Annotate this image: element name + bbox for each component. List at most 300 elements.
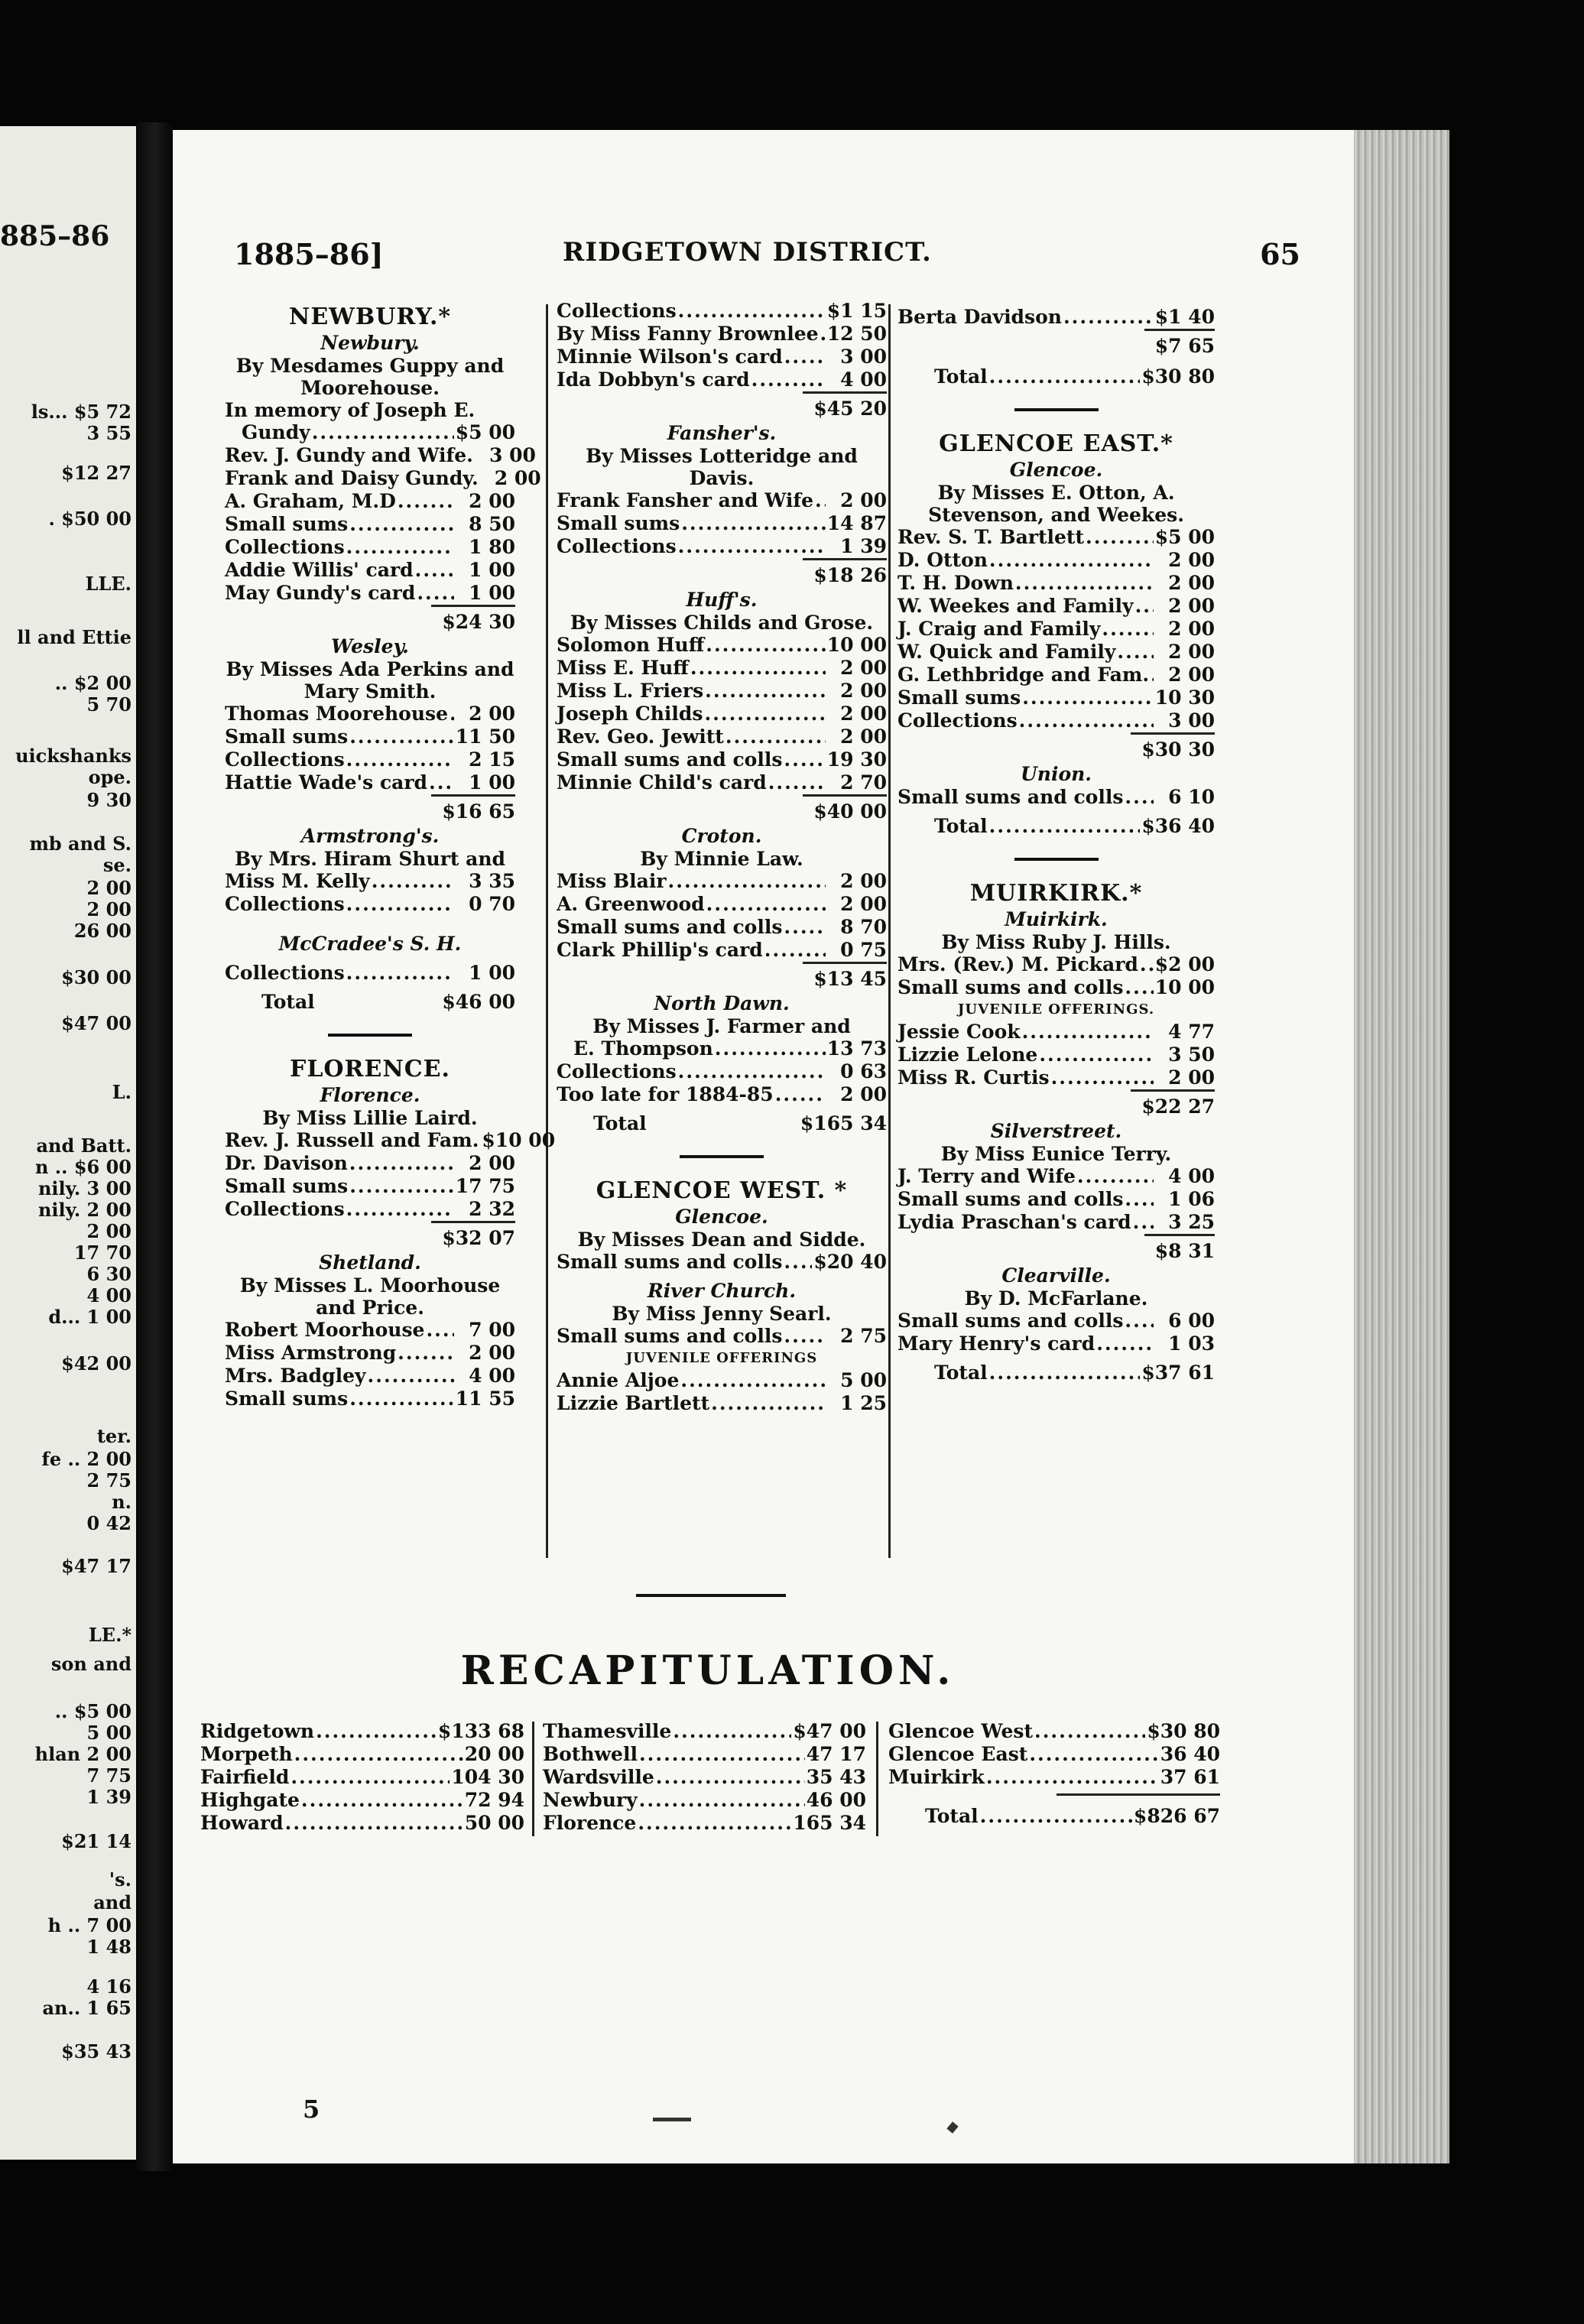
entry-amount: 1 03 — [1168, 1332, 1215, 1355]
left-page-line: L. — [112, 1081, 131, 1103]
left-page-line: 4 00 — [86, 1284, 131, 1306]
entry-amount: 11 55 — [455, 1388, 515, 1410]
entry-list — [225, 421, 541, 605]
leader-dots — [312, 421, 454, 444]
entry-amount: 3 50 — [1168, 1044, 1215, 1066]
leader-dots — [784, 1251, 812, 1274]
entry-label: Small sums and colls — [557, 748, 783, 771]
column-1 — [225, 300, 556, 1410]
total-row: Total ..... $30 80 — [897, 365, 1215, 388]
page-edge — [1354, 130, 1449, 2163]
ledger-row — [225, 1198, 515, 1221]
entry-label: Collections — [557, 1060, 677, 1082]
leader-dots — [372, 870, 454, 893]
entry-amount: 6 10 — [1168, 786, 1215, 808]
entry-list — [897, 306, 1215, 329]
entry-label: Jessie Cook — [897, 1021, 1021, 1043]
leader-dots — [1086, 526, 1154, 549]
recap-rule-2 — [876, 1722, 878, 1836]
entry-label: J. Terry and Wife — [897, 1165, 1076, 1187]
recapitulation-title: RECAPITULATION. — [460, 1647, 956, 1694]
total-row: Total $165 34 — [593, 1112, 887, 1134]
juvenile-offerings-heading: JUVENILE OFFERINGS. — [957, 1001, 1155, 1018]
entry-list — [225, 703, 515, 794]
leader-dots — [639, 1789, 805, 1812]
entry-label: Mrs. Badgley — [225, 1365, 366, 1387]
column-3 — [897, 300, 1215, 1384]
entry-label: T. H. Down — [897, 572, 1014, 594]
entry-amount: 19 30 — [826, 748, 887, 771]
collector-line: By Miss Ruby J. Hills. — [941, 931, 1171, 953]
entry-list — [225, 1129, 556, 1221]
ledger-row — [225, 513, 515, 536]
ledger-row — [557, 512, 887, 535]
collector-line: By Miss Jenny Searl. — [612, 1303, 832, 1325]
entry-amount: 3 00 — [489, 444, 536, 466]
leader-dots — [1135, 595, 1154, 618]
left-page-line: 5 70 — [86, 693, 131, 716]
subsection-clearville: Clearville. — [1001, 1264, 1111, 1287]
entry-label: Wardsville — [543, 1766, 654, 1788]
ledger-row — [888, 1766, 1220, 1789]
entry-label: A. Greenwood — [557, 893, 705, 915]
ledger-row — [557, 748, 887, 771]
entry-amount: 1 25 — [840, 1392, 887, 1414]
column-2 — [557, 300, 887, 1415]
leader-dots — [704, 703, 826, 725]
ledger-row — [225, 1365, 515, 1388]
leader-dots — [426, 1319, 454, 1342]
entry-label: Rev. Geo. Jewitt — [557, 725, 724, 748]
leader-dots — [639, 1743, 805, 1766]
ledger-row — [225, 1388, 515, 1410]
leader-dots — [1117, 641, 1154, 664]
left-page-line: and Batt. — [36, 1134, 131, 1157]
left-page-line: $47 00 — [61, 1012, 131, 1034]
page — [173, 130, 1354, 2163]
entry-amount: 4 00 — [1168, 1165, 1215, 1187]
entry-amount: 104 30 — [451, 1766, 524, 1788]
entry-amount: 0 63 — [840, 1060, 887, 1082]
section-title-glencoe-west: GLENCOE WEST. * — [596, 1177, 848, 1204]
ledger-row — [897, 595, 1215, 618]
leader-dots — [678, 300, 826, 323]
book-gutter — [136, 122, 173, 2171]
entry-label: Glencoe West — [888, 1720, 1034, 1742]
leader-dots — [346, 1198, 454, 1221]
left-page-line: nily. 3 00 — [37, 1177, 131, 1199]
entry-list — [557, 1325, 887, 1348]
ledger-row — [225, 559, 515, 582]
recap-rule — [636, 1594, 786, 1597]
ledger-row — [897, 641, 1215, 664]
entry-label: W. Quick and Family — [897, 641, 1116, 663]
entry-label: Small sums — [225, 513, 349, 535]
entry-label: Howard — [200, 1812, 284, 1834]
entry-label: Thomas Moorehouse — [225, 703, 448, 725]
entry-amount: 2 00 — [1168, 595, 1215, 617]
entry-label: Small sums and colls — [557, 1251, 783, 1273]
ledger-row — [543, 1766, 866, 1789]
left-page-line: fe .. 2 00 — [41, 1448, 131, 1470]
leader-dots — [681, 512, 826, 535]
ledger-row — [897, 572, 1215, 595]
entry-amount: 2 00 — [1168, 618, 1215, 640]
entry-amount: 165 34 — [793, 1812, 866, 1834]
entry-label: Mary Henry's card — [897, 1332, 1095, 1355]
entry-label: Ridgetown — [200, 1720, 315, 1742]
entry-amount: $5 00 — [455, 421, 515, 443]
leader-dots — [346, 893, 454, 916]
entry-list — [557, 489, 887, 558]
leader-dots — [1125, 976, 1153, 999]
entry-amount: 47 17 — [806, 1743, 866, 1765]
entry-label: Collections — [557, 535, 677, 557]
ledger-row — [225, 582, 515, 605]
leader-dots — [1125, 1310, 1154, 1332]
subsection-shetland: Shetland. — [319, 1251, 421, 1274]
ledger-row — [557, 1251, 887, 1274]
entry-amount: 2 15 — [469, 748, 515, 771]
entry-label: Bothwell — [543, 1743, 638, 1765]
ledger-row — [543, 1812, 866, 1835]
entry-amount: 2 00 — [469, 490, 515, 512]
left-page-line: hlan 2 00 — [34, 1743, 131, 1765]
collector-line: By D. McFarlane. — [964, 1287, 1148, 1310]
ledger-row — [557, 657, 887, 680]
subsection-wesley: Wesley. — [331, 635, 409, 657]
entry-label: Collections — [225, 1198, 345, 1220]
left-page-line: 3 55 — [86, 422, 131, 444]
entry-amount: 2 00 — [840, 680, 887, 702]
entry-amount: 10 30 — [1154, 686, 1215, 709]
entry-label: Small sums and colls — [897, 786, 1124, 808]
subsection-huffs: Huff's. — [686, 589, 758, 611]
entry-label: Berta Davidson — [897, 306, 1062, 328]
left-page-line: 2 75 — [86, 1469, 131, 1491]
entry-amount: 37 61 — [1160, 1766, 1220, 1788]
entry-amount: 2 00 — [1168, 572, 1215, 594]
ledger-row — [557, 634, 887, 657]
entry-amount: 20 00 — [464, 1743, 524, 1765]
subsection-florence: Florence. — [320, 1084, 420, 1106]
leader-dots — [349, 1388, 454, 1410]
left-page-line: $35 43 — [61, 2040, 131, 2063]
leader-dots — [656, 1766, 805, 1789]
subtotal: $7 65 — [897, 329, 1215, 359]
left-page-line: 7 75 — [86, 1764, 131, 1787]
collector-line: By Misses Childs and Grose. — [570, 612, 874, 634]
entry-label: Frank and Daisy Gundy. — [225, 467, 479, 489]
entry-label: Annie Aljoe — [557, 1369, 680, 1391]
leader-dots — [638, 1812, 791, 1835]
entry-label: Joseph Childs — [557, 703, 703, 725]
subsection-mccradee: McCradee's S. H. — [278, 933, 462, 955]
entry-amount: 1 39 — [840, 535, 887, 557]
subsection-fansher: Fansher's. — [667, 422, 777, 444]
section-separator — [328, 1034, 412, 1037]
ledger-row — [897, 686, 1215, 709]
ledger-row — [897, 526, 1215, 549]
ledger-row — [888, 1720, 1220, 1743]
entry-amount: 2 00 — [840, 657, 887, 679]
leader-dots — [690, 657, 826, 680]
entry-label: W. Weekes and Family — [897, 595, 1134, 617]
leader-dots — [1125, 786, 1154, 809]
leader-dots — [349, 1152, 454, 1175]
recap-rule-1 — [532, 1722, 534, 1836]
entry-amount: 10 00 — [1154, 976, 1215, 998]
leader-dots — [1015, 572, 1154, 595]
recap-column-3 — [888, 1720, 1220, 1828]
ledger-row — [557, 1325, 887, 1348]
ledger-row — [200, 1720, 524, 1743]
leader-dots — [725, 725, 826, 748]
ledger-row — [557, 703, 887, 725]
entry-amount: 36 40 — [1160, 1743, 1220, 1765]
ledger-row — [557, 725, 887, 748]
entry-label: May Gundy's card — [225, 582, 416, 604]
ledger-row — [897, 306, 1215, 329]
entry-label: Small sums and colls — [897, 976, 1124, 998]
entry-list — [557, 1369, 887, 1415]
leader-dots — [784, 346, 826, 368]
entry-amount: 2 00 — [469, 703, 515, 725]
entry-amount: $5 00 — [1154, 526, 1215, 548]
leader-dots — [429, 771, 454, 794]
section-separator — [1014, 858, 1099, 861]
entry-amount: 1 00 — [469, 582, 515, 604]
total-row: Total ..... $36 40 — [897, 815, 1215, 838]
entry-label: Rev. S. T. Bartlett — [897, 526, 1085, 548]
leader-dots — [1019, 709, 1154, 732]
leader-dots — [368, 1365, 454, 1388]
entry-label: Small sums — [225, 1175, 349, 1197]
entry-amount: 2 00 — [1168, 1066, 1215, 1089]
entry-amount: 2 00 — [469, 1342, 515, 1364]
subsection-newbury: Newbury. — [320, 332, 420, 354]
entry-amount: 0 70 — [469, 893, 515, 915]
header-district: RIDGETOWN DISTRICT. — [563, 237, 932, 268]
ledger-row — [225, 490, 515, 513]
ledger-row — [225, 1129, 556, 1152]
section-separator — [1014, 408, 1099, 411]
entry-label: D. Otton — [897, 549, 988, 571]
subtotal: $24 30 — [225, 605, 515, 635]
entry-label: Small sums and colls — [557, 916, 783, 938]
leader-dots — [784, 748, 825, 771]
leader-dots — [820, 323, 826, 346]
leader-dots — [784, 916, 826, 939]
entry-amount: 5 00 — [840, 1369, 887, 1391]
leader-dots — [706, 893, 826, 916]
entry-label: Small sums — [557, 512, 680, 534]
left-page-line: $42 00 — [61, 1352, 131, 1375]
entry-label: Minnie Child's card — [557, 771, 767, 794]
entry-amount: 50 00 — [464, 1812, 524, 1834]
section-title-glencoe-east: GLENCOE EAST.* — [939, 430, 1173, 457]
entry-amount: 12 50 — [826, 323, 887, 345]
entry-label: Hattie Wade's card — [225, 771, 428, 794]
subtotal: $22 27 — [897, 1089, 1215, 1120]
subtotal: $13 45 — [557, 962, 887, 992]
ledger-row — [225, 962, 515, 985]
left-page-line: ope. — [88, 766, 131, 788]
entry-amount: 1 00 — [469, 962, 515, 984]
entry-label: Lizzie Bartlett — [557, 1392, 710, 1414]
collector-line: By Misses Lotteridge and Davis. — [586, 445, 858, 489]
leader-dots — [986, 1766, 1159, 1789]
entry-list — [225, 870, 515, 916]
collector-line: By Misses E. Otton, A. Stevenson, and Weekes. — [928, 482, 1184, 526]
leader-dots — [1063, 306, 1154, 329]
leader-dots — [349, 1175, 454, 1198]
subsection-armstrong: Armstrong's. — [300, 825, 440, 847]
subtotal: $18 26 — [557, 558, 887, 589]
left-page-line: ter. — [96, 1425, 131, 1447]
left-page-line: and — [93, 1891, 131, 1913]
entry-list — [897, 953, 1215, 999]
entry-label: Gundy — [242, 421, 310, 443]
ledger-row — [897, 1310, 1215, 1332]
entry-label: Muirkirk — [888, 1766, 985, 1788]
ledger-row — [225, 536, 515, 559]
left-page-line: 885–86 — [0, 220, 110, 252]
ledger-row — [543, 1789, 866, 1812]
entry-amount: 2 00 — [494, 467, 541, 489]
ledger-row — [225, 748, 515, 771]
ledger-row — [557, 346, 887, 368]
leader-dots — [1022, 686, 1154, 709]
leader-dots — [398, 1342, 454, 1365]
section-separator — [680, 1155, 764, 1158]
ledger-row — [200, 1812, 524, 1835]
total-row: Total $46 00 — [261, 991, 515, 1013]
recap-column-2 — [543, 1720, 866, 1835]
entry-label: Collections — [897, 709, 1018, 732]
left-page-line: uickshanks — [15, 745, 131, 767]
entry-amount: 2 00 — [840, 489, 887, 511]
ledger-row — [897, 1211, 1215, 1234]
entry-amount: 17 75 — [455, 1175, 515, 1197]
entry-label: Small sums — [897, 686, 1021, 709]
leader-dots — [1133, 1211, 1154, 1234]
ledger-row — [897, 1066, 1215, 1089]
entry-label: Minnie Wilson's card — [557, 346, 783, 368]
left-page-line: 5 00 — [86, 1722, 131, 1744]
ledger-row — [225, 1175, 515, 1198]
entry-label: Collections — [225, 748, 345, 771]
entry-amount: 46 00 — [806, 1789, 866, 1811]
entry-amount: 2 00 — [840, 1083, 887, 1105]
leader-dots — [450, 703, 454, 725]
entry-label: Miss Armstrong — [225, 1342, 397, 1364]
entry-label: Collections — [225, 536, 345, 558]
subsection-river-church: River Church. — [647, 1280, 797, 1302]
section-title-florence: FLORENCE. — [290, 1056, 450, 1082]
leader-dots — [1102, 618, 1154, 641]
ledger-row — [557, 1369, 887, 1392]
running-header — [234, 237, 1300, 275]
leader-dots — [349, 725, 454, 748]
entry-list — [897, 1310, 1215, 1355]
left-facing-page — [0, 126, 136, 2160]
subtotal: $45 20 — [557, 391, 887, 422]
left-page-line: 2 00 — [86, 1220, 131, 1242]
entry-list — [888, 1720, 1220, 1789]
entry-list — [225, 1319, 515, 1410]
ledger-row — [897, 786, 1215, 809]
entry-label: Clark Phillip's card — [557, 939, 763, 961]
left-page-line: 17 70 — [73, 1242, 131, 1264]
subsection-croton: Croton. — [681, 825, 762, 847]
entry-amount: 2 00 — [469, 1152, 515, 1174]
entry-amount: 4 00 — [469, 1365, 515, 1387]
entry-amount: 2 00 — [1168, 664, 1215, 686]
leader-dots — [751, 368, 826, 391]
ledger-row — [557, 489, 887, 512]
entry-label: Too late for 1884-85 — [557, 1083, 774, 1105]
ledger-row — [557, 368, 887, 391]
ledger-row — [557, 893, 887, 916]
entry-label: E. Thompson — [573, 1037, 713, 1060]
column-rule-1 — [546, 304, 548, 1558]
subtotal: $16 65 — [225, 794, 515, 825]
leader-dots — [1140, 953, 1154, 976]
entry-amount: $10 00 — [482, 1129, 556, 1151]
leader-dots — [1096, 1332, 1154, 1355]
ledger-row — [557, 1392, 887, 1415]
entry-list — [897, 786, 1215, 809]
leader-dots — [415, 559, 454, 582]
page-number: 65 — [1260, 237, 1300, 271]
entry-label: Rev. J. Gundy and Wife. — [225, 444, 473, 466]
leader-dots — [705, 680, 826, 703]
ledger-row — [543, 1743, 866, 1766]
leader-dots — [294, 1743, 463, 1766]
left-page-line: n. — [112, 1491, 131, 1513]
section-title-muirkirk: MUIRKIRK.* — [969, 880, 1143, 907]
ledger-row — [557, 939, 887, 962]
ledger-row — [897, 709, 1215, 732]
collector-line: By Mesdames Guppy and Moorehouse. — [235, 355, 505, 399]
ledger-row — [225, 444, 536, 467]
entry-label: Small sums and colls — [557, 1325, 783, 1347]
entry-list — [200, 1720, 524, 1835]
ledger-row — [200, 1789, 524, 1812]
ledger-row — [225, 1342, 515, 1365]
entry-label: G. Lethbridge and Fam. — [897, 664, 1150, 686]
entry-amount: $1 40 — [1154, 306, 1215, 328]
ledger-row — [557, 916, 887, 939]
entry-list — [557, 870, 887, 962]
collector-line: By Misses L. Moorhouse and Price. — [239, 1274, 501, 1319]
left-page-line: .. $5 00 — [54, 1700, 131, 1722]
entry-list — [557, 1251, 887, 1274]
entry-list — [557, 300, 887, 391]
ledger-row — [225, 870, 515, 893]
leader-dots — [768, 771, 826, 794]
entry-label: Miss M. Kelly — [225, 870, 370, 892]
ink-smudge — [946, 2121, 958, 2134]
subsection-union: Union. — [1020, 763, 1092, 785]
ledger-row — [225, 725, 515, 748]
leader-dots — [678, 1060, 826, 1083]
left-page-line: 2 00 — [86, 877, 131, 899]
entry-label: Small sums — [225, 725, 349, 748]
entry-amount: 7 00 — [469, 1319, 515, 1341]
left-page-line: . $50 00 — [48, 508, 131, 530]
